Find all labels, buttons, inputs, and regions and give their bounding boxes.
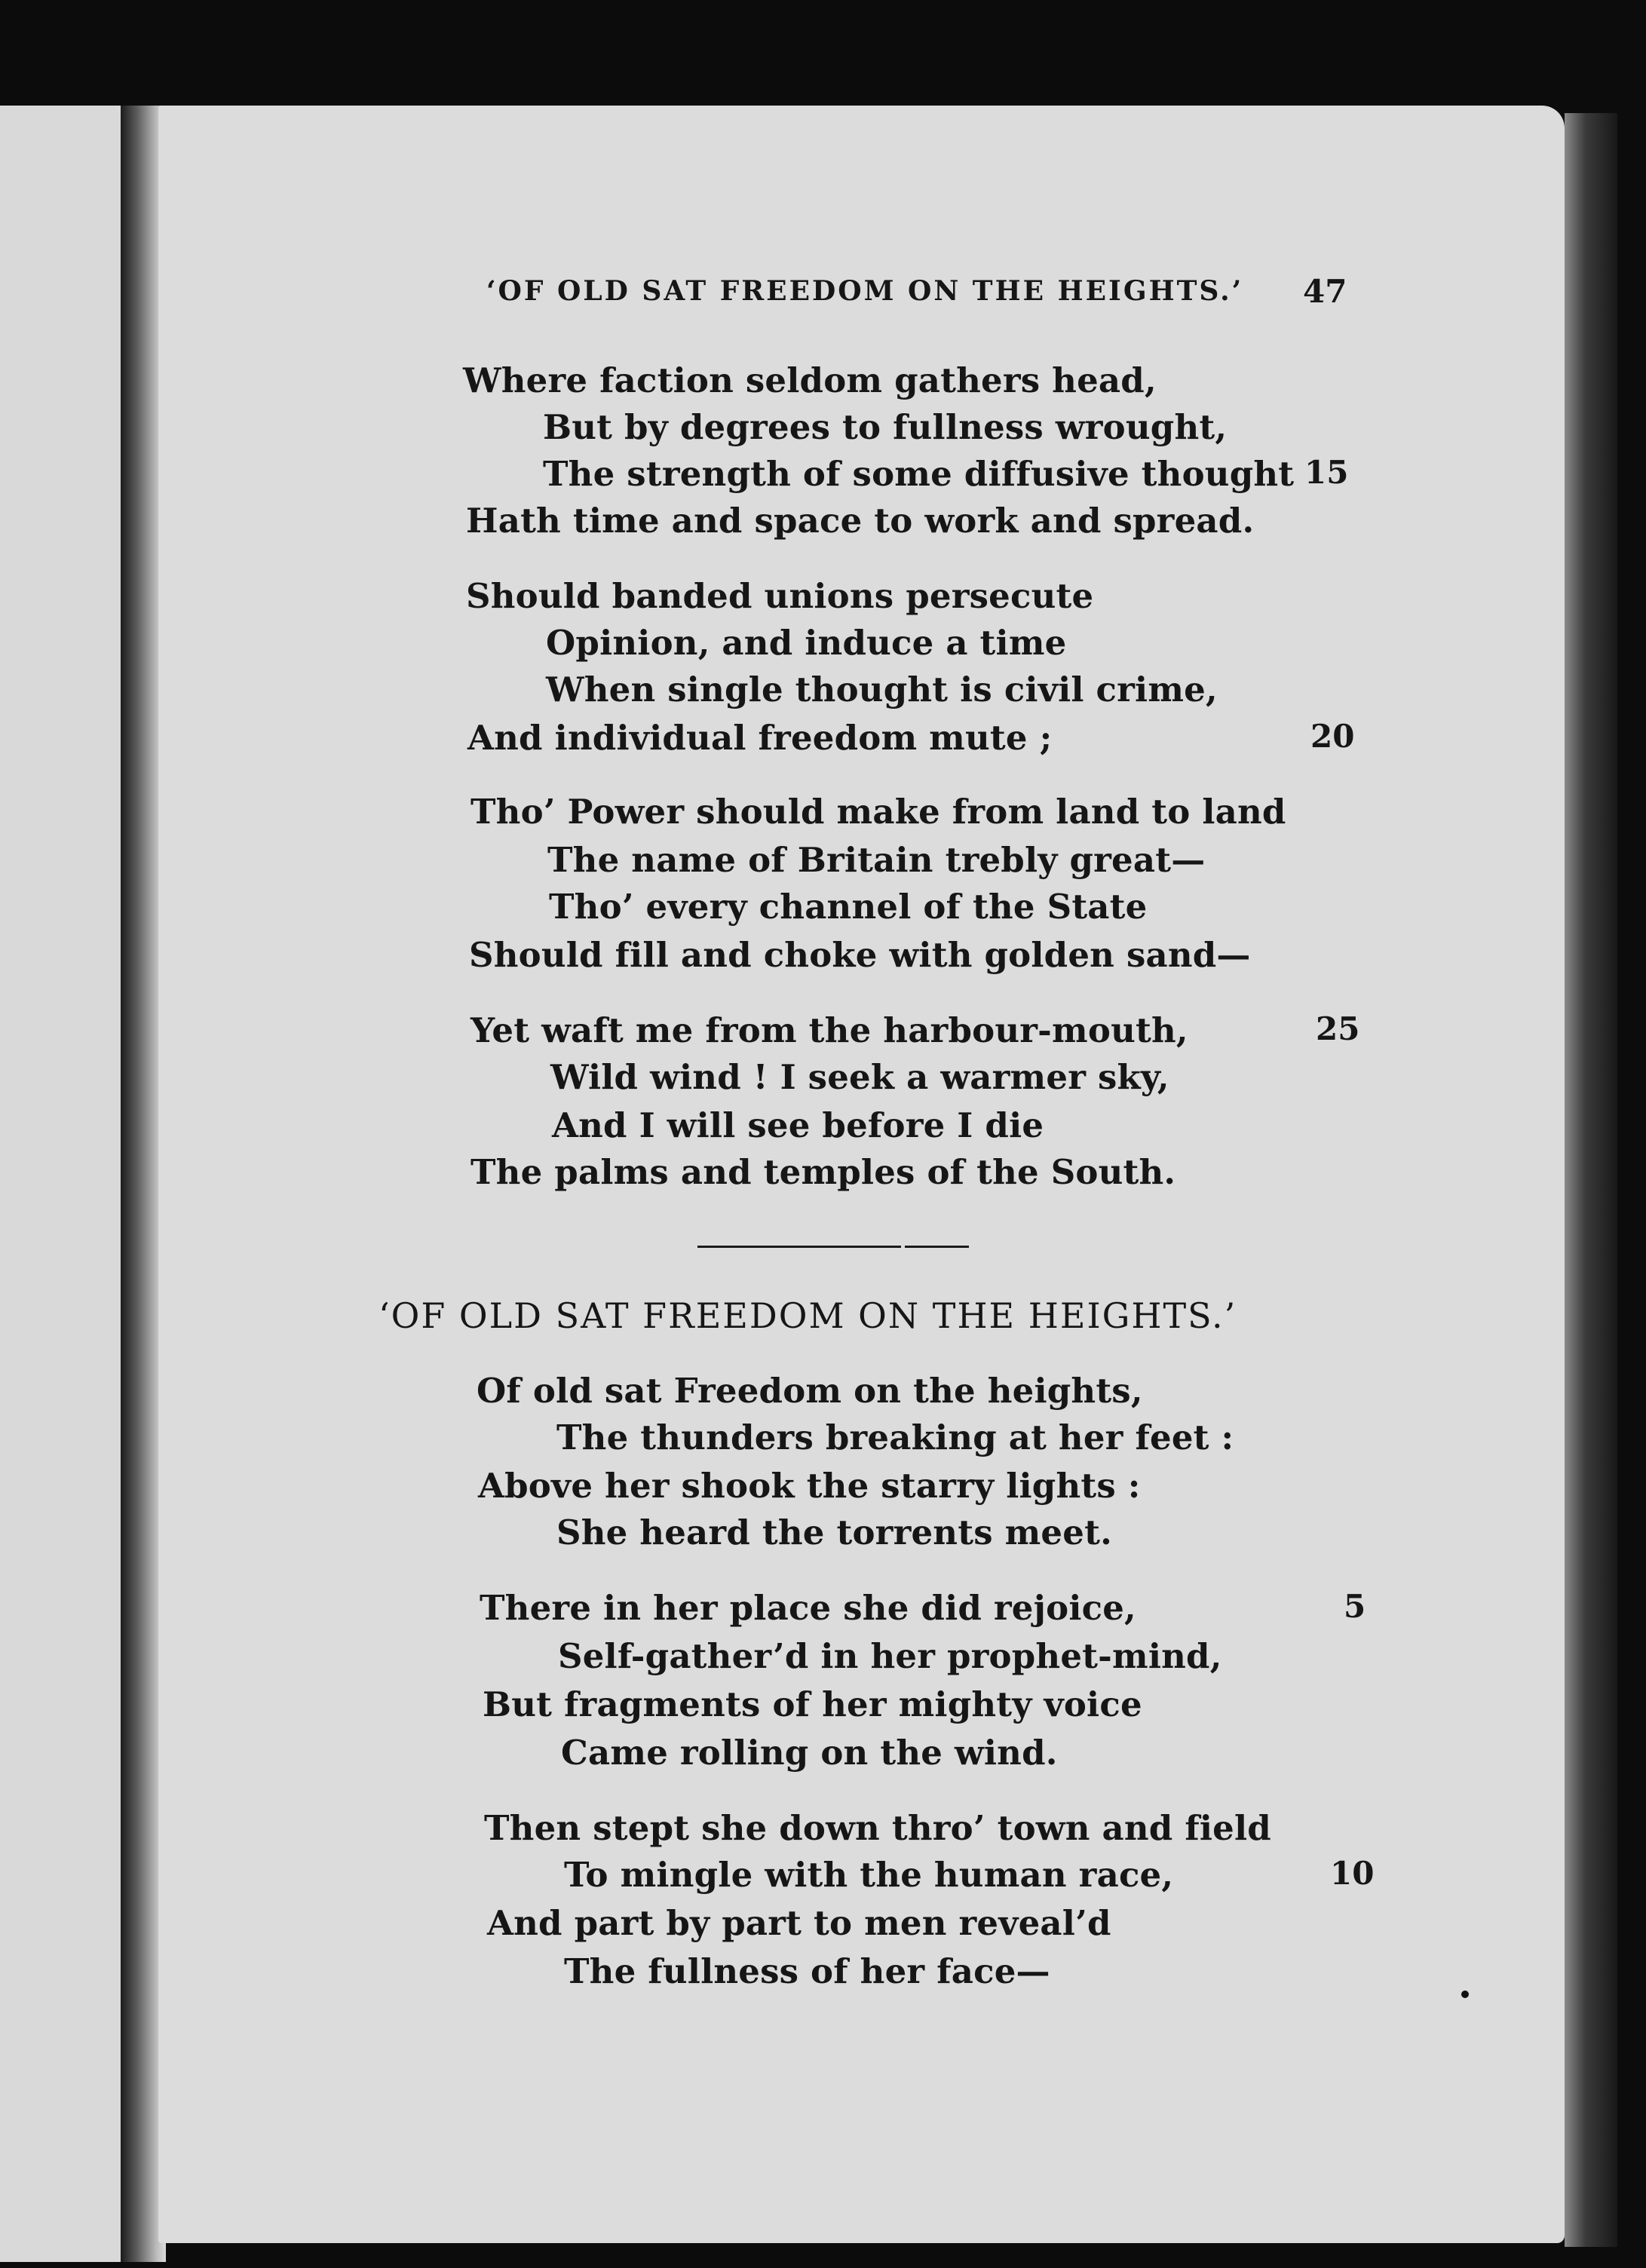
verse-line: Where faction seldom gathers head, bbox=[463, 360, 1157, 400]
verse-line: Self-gather’d in her prophet-mind, bbox=[558, 1636, 1222, 1676]
verse-line: When single thought is civil crime, bbox=[546, 670, 1218, 710]
scan-speck bbox=[1461, 1991, 1469, 1998]
verse-line: Then stept she down thro’ town and field bbox=[484, 1808, 1271, 1848]
verse-line: Should fill and choke with golden sand— bbox=[469, 935, 1251, 975]
verse-line: The name of Britain trebly great— bbox=[547, 840, 1206, 880]
verse-line: Yet waft me from the harbour-mouth, bbox=[471, 1010, 1188, 1050]
verse-line: And part by part to men reveal’d bbox=[487, 1903, 1111, 1943]
verse-line: Of old sat Freedom on the heights, bbox=[477, 1371, 1143, 1411]
line-number: 15 bbox=[1304, 454, 1349, 491]
line-number: 20 bbox=[1310, 718, 1355, 755]
verse-line: But by degrees to fullness wrought, bbox=[543, 407, 1228, 447]
section-divider bbox=[697, 1246, 901, 1248]
verse-line: The fullness of her face— bbox=[564, 1951, 1050, 1991]
verse-line: The thunders breaking at her feet : bbox=[556, 1418, 1234, 1457]
line-number: 5 bbox=[1344, 1588, 1366, 1625]
running-head: ‘OF OLD SAT FREEDOM ON THE HEIGHTS.’ bbox=[486, 275, 1244, 307]
verse-line: Wild wind ! I seek a warmer sky, bbox=[550, 1057, 1169, 1097]
poem-title: ‘OF OLD SAT FREEDOM ON THE HEIGHTS.’ bbox=[379, 1295, 1237, 1336]
verse-line: Opinion, and induce a time bbox=[546, 623, 1067, 663]
verse-line: Hath time and space to work and spread. bbox=[466, 501, 1255, 541]
verse-line: And I will see before I die bbox=[552, 1105, 1044, 1145]
verse-line: To mingle with the human race, bbox=[564, 1855, 1174, 1895]
facing-page-edge bbox=[0, 106, 124, 2262]
verse-line: Came rolling on the wind. bbox=[561, 1733, 1058, 1773]
verse-line: Above her shook the starry lights : bbox=[478, 1466, 1141, 1506]
verse-line: And individual freedom mute ; bbox=[467, 718, 1053, 758]
section-divider bbox=[905, 1246, 969, 1248]
verse-line: But fragments of her mighty voice bbox=[483, 1684, 1142, 1724]
line-number: 10 bbox=[1330, 1855, 1375, 1892]
verse-line: She heard the torrents meet. bbox=[556, 1513, 1112, 1552]
verse-line: The palms and temples of the South. bbox=[471, 1152, 1176, 1192]
page-fore-edge bbox=[1565, 113, 1617, 2247]
verse-line: Should banded unions persecute bbox=[466, 576, 1094, 616]
page-number: 47 bbox=[1303, 273, 1347, 310]
line-number: 25 bbox=[1316, 1010, 1360, 1047]
verse-line: The strength of some diffusive thought bbox=[543, 454, 1295, 494]
verse-line: Tho’ every channel of the State bbox=[549, 887, 1148, 927]
verse-line: There in her place she did rejoice, bbox=[480, 1588, 1136, 1628]
verse-line: Tho’ Power should make from land to land bbox=[471, 792, 1286, 832]
